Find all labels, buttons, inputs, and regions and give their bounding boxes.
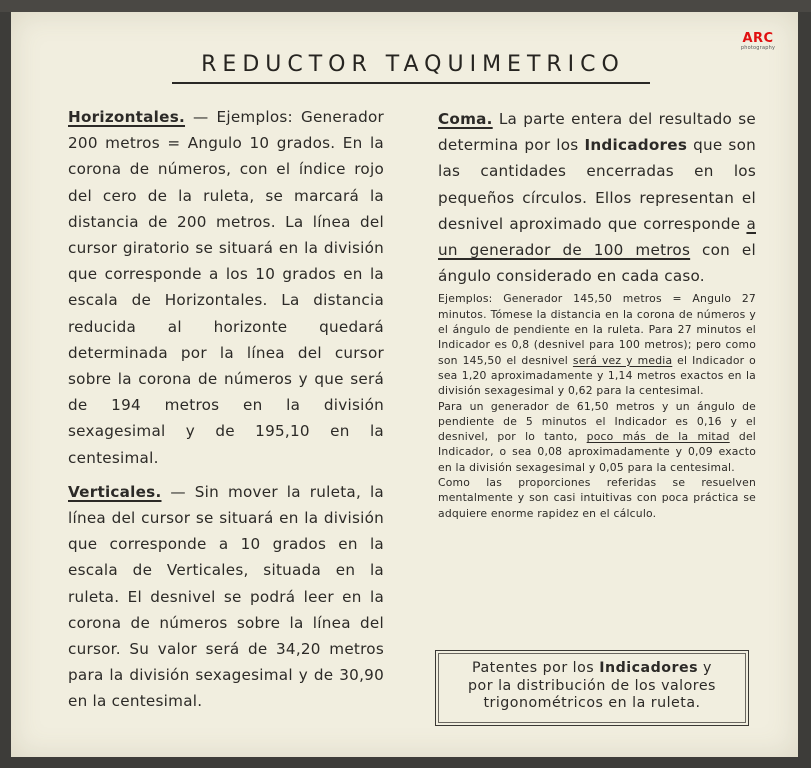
coma-heading: Coma.: [438, 110, 493, 128]
patent-line-1-pre: Patentes por los: [472, 660, 600, 676]
ejemplo-1-text-a: Ejemplos: Generador 145,50 metros = Angulo 27 minutos. Tómese la distancia en la corona de números y el ángulo de pendiente en la ruleta. Para 27 minutos el Indicador es 0,8 (desnivel para 100 metros); pero como son 145,50 el desnivel: [438, 292, 756, 367]
coma-text-1: La parte entera del resultado se determina por los: [438, 110, 756, 155]
coma-text-3: con el ángulo considerado en cada caso.: [438, 241, 756, 286]
horizontales-section: [68, 104, 384, 471]
title-underline: [172, 82, 650, 84]
coma-underlined: a un generador de 100 metros: [438, 214, 756, 260]
coma-text-2: que son las cantidades encerradas en los pequeños círculos. Ellos representan el desnivel aproximado que corresponde: [438, 136, 756, 233]
ejemplo-1-underlined: será vez y media: [572, 353, 673, 367]
ejemplo-1-text-b: el Indicador o sea 1,20 aproximadamente y 1,14 metros exactos en la división sexagesimal y 0,62 para la centesimal.: [438, 353, 756, 398]
patent-line-2: por la distribución de los valores: [468, 677, 716, 694]
verticales-heading: Verticales.: [68, 482, 162, 501]
patent-notice-box: [435, 650, 749, 726]
patent-line-1-post: y: [698, 660, 712, 676]
watermark-logo: [738, 32, 778, 51]
background-edge: [0, 0, 811, 12]
ejemplo-1: [438, 291, 756, 398]
ejemplo-2-underlined: poco más de la mitad: [586, 430, 730, 444]
logo-subtext: photography: [740, 45, 776, 51]
right-column: [438, 106, 756, 521]
verticales-section: [68, 479, 384, 715]
patent-line-3: trigonométricos en la ruleta.: [483, 695, 701, 711]
document-sheet: [11, 12, 798, 757]
left-column: [68, 104, 384, 715]
patent-indicadores: Indicadores: [599, 660, 699, 676]
ejemplo-conclusion: Como las proporciones referidas se resuelven mentalmente y son casi intuitivas con poca práctica se adquiere enorme rapidez en el cálculo.: [438, 475, 756, 520]
ejemplo-2-text-b: del Indicador, o sea 0,08 aproximadamente y 0,09 exacto en la división sexagesimal y 0,05 para la centesimal.: [438, 430, 756, 474]
coma-indicadores: Indicadores: [584, 136, 688, 155]
patent-notice-text: [436, 660, 748, 713]
verticales-body: — Sin mover la ruleta, la línea del cursor se situará en la división que corresponde a 10 grados en la escala de Verticales, situada en la ruleta. El desnivel se podrá leer en la corona de números sobre la línea del cursor. Su valor será de 34,20 metros para la división sexagesimal y de 30,90 en la centesimal.: [68, 482, 384, 711]
patent-line-1: [436, 660, 748, 678]
horizontales-heading: Horizontales.: [68, 108, 186, 126]
horizontales-body: Generador 200 metros = Angulo 10 grados. En la corona de números, con el índice rojo del cero de la ruleta, se marcará la distancia de 200 metros. La línea del cursor giratorio se situará en la división que corresponde a los 10 grados en la escala de Horizontales. La distancia reducida al horizonte quedará determinada por la línea del cursor sobre la corona de números y que será de 194 metros en la división sexagesimal y de 195,10 en la centesimal.: [68, 108, 384, 467]
ejemplo-2-text-a: Para un generador de 61,50 metros y un ángulo de pendiente de 5 minutos el Indicador es 0,16 y el desnivel, por lo tanto,: [438, 399, 756, 444]
coma-section: [438, 106, 756, 289]
horizontales-heading-suffix: — Ejemplos:: [185, 108, 293, 126]
ejemplo-2: [438, 399, 756, 475]
logo-text: ARC: [742, 31, 774, 46]
page-title: REDUCTOR TAQUIMETRICO: [201, 52, 625, 77]
